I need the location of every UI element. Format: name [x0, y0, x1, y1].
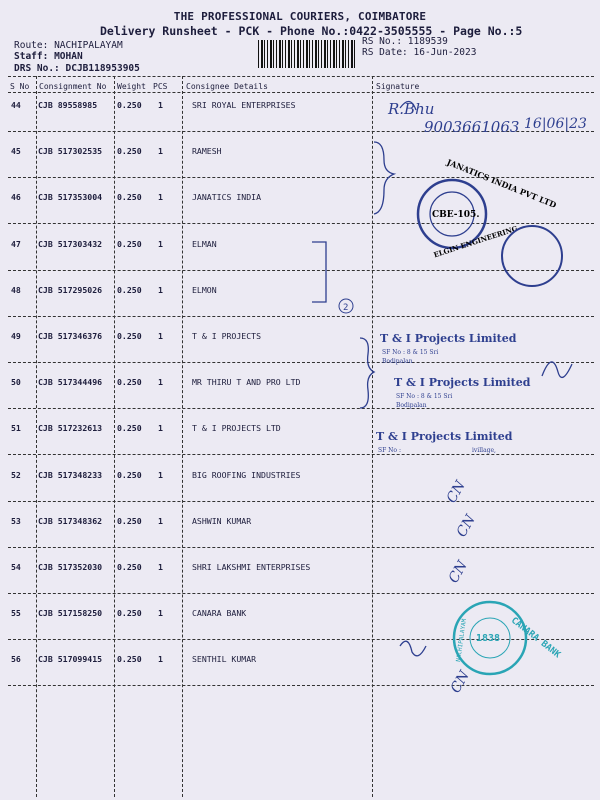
cell-pcs: 1 — [158, 238, 163, 249]
rs-no-line — [362, 36, 448, 47]
janatics-stamp-bottom: ELGIN ENGINEERING — [432, 223, 519, 260]
cell-consignee: BIG ROOFING INDUSTRIES — [192, 469, 301, 480]
cell-pcs: 1 — [158, 192, 163, 203]
cell-consignee: SENTHIL KUMAR — [192, 654, 257, 665]
col-header-consignment: Consignment No — [39, 82, 107, 91]
cell-weight: 0.250 — [117, 654, 142, 665]
row44-phone: 9003661063 — [424, 118, 520, 136]
cell-consignment: CJB 517344496 — [38, 377, 103, 388]
barcode — [258, 40, 356, 68]
cell-consignment: CJB 517346376 — [38, 331, 103, 341]
ti-stamp-3-addr: SF No : — [378, 447, 401, 454]
cell-pcs: 1 — [158, 608, 163, 619]
cell-weight: 0.250 — [117, 192, 142, 203]
col-header-signature: Signature — [376, 82, 420, 91]
cell-consignment: CJB 517348233 — [38, 469, 103, 480]
route-value: NACHIPALAYAM — [54, 40, 123, 51]
cell-pcs: 1 — [158, 377, 163, 388]
handwritten-signature-44 — [387, 100, 587, 136]
row44-note: R.Bhu — [388, 100, 435, 118]
cn-mark: CN — [453, 512, 479, 540]
cell-consignment: CJB 517303432 — [38, 238, 103, 249]
cell-consignment: CJB 517302535 — [38, 146, 103, 157]
janatics-stamp-inner: CBE-105. — [432, 210, 480, 220]
cell-consignee: ASHWIN KUMAR — [192, 515, 252, 526]
cell-consignment: CJB 517348362 — [38, 515, 103, 526]
cell-pcs: 1 — [158, 654, 163, 665]
cell-pcs: 1 — [158, 100, 163, 110]
handwritten-signature-55 — [400, 641, 426, 656]
cell-pcs: 1 — [158, 469, 163, 480]
cell-pcs: 1 — [158, 515, 163, 526]
brace-mark — [374, 142, 394, 214]
cell-sno: 46 — [11, 192, 21, 203]
cell-weight: 0.250 — [117, 515, 142, 526]
cell-consignment: CJB 517099415 — [38, 654, 103, 665]
cell-consignee: JANATICS INDIA — [192, 192, 262, 203]
col-header-pcs: PCS — [153, 82, 168, 91]
route-label: Route: — [14, 40, 49, 51]
row44-date: 16|06|23 — [524, 116, 587, 132]
col-header-sno: S No — [10, 82, 30, 91]
cell-weight: 0.250 — [117, 608, 142, 619]
cell-consignee: ELMAN — [192, 238, 217, 249]
cell-sno: 48 — [11, 284, 21, 295]
cell-weight: 0.250 — [117, 562, 142, 572]
bracket-number: 2 — [343, 303, 349, 313]
col-divider — [182, 76, 183, 797]
cell-consignment: CJB 517295026 — [38, 284, 103, 295]
ti-stamp-2: T & I Projects Limited — [394, 376, 531, 389]
cell-weight: 0.250 — [117, 284, 142, 295]
ti-stamp-2-addr1: SF No : 8 & 15 Sri — [396, 393, 453, 400]
cell-pcs: 1 — [158, 146, 163, 157]
company-title: THE PROFESSIONAL COURIERS, COIMBATORE — [173, 10, 427, 23]
rs-date-label: RS Date: — [362, 47, 408, 58]
rs-date-value: 16-Jun-2023 — [413, 47, 477, 58]
cell-consignment: CJB 517352030 — [38, 562, 103, 572]
canara-stamp-top: CANARA BANK — [508, 615, 563, 661]
cell-consignee: CANARA BANK — [192, 608, 247, 619]
staff-line — [14, 51, 83, 62]
cell-pcs: 1 — [158, 331, 163, 341]
cell-weight: 0.250 — [117, 469, 142, 480]
route-line — [14, 40, 123, 51]
cell-weight: 0.250 — [117, 238, 142, 249]
cn-mark: CN — [447, 668, 473, 696]
signature-overlay — [343, 86, 600, 800]
cell-pcs: 1 — [158, 562, 163, 572]
col-header-weight: Weight — [117, 82, 146, 91]
cn-marks — [444, 477, 480, 696]
cn-mark: CN — [445, 558, 471, 586]
cell-weight: 0.250 — [117, 100, 142, 110]
drs-line — [14, 63, 140, 74]
cell-pcs: 1 — [158, 423, 163, 434]
cell-pcs: 1 — [158, 284, 163, 295]
rs-no-value: 1189539 — [407, 36, 448, 47]
janatics-stamp-text: JANATICS INDIA PVT LTD — [445, 156, 558, 210]
cell-consignment: CJB 517232613 — [38, 423, 103, 434]
cell-consignee: SHRI LAKSHMI ENTERPRISES — [192, 562, 311, 572]
cell-sno: 56 — [11, 654, 21, 665]
rs-date-line — [362, 47, 476, 58]
col-divider — [114, 76, 115, 797]
cell-weight: 0.250 — [117, 331, 142, 341]
cell-consignee: T & I PROJECTS LTD — [192, 423, 281, 434]
col-divider — [36, 76, 37, 797]
col-header-consignee: Consignee Details — [186, 82, 268, 91]
cell-weight: 0.250 — [117, 146, 142, 157]
ti-stamp-1-addr1: SF No : 8 & 15 Sri — [382, 349, 439, 356]
brace-mark — [360, 338, 374, 408]
cell-consignment: CJB 517353004 — [38, 192, 103, 203]
runsheet-title: Delivery Runsheet - PCK - Phone No.:0422-3505555 - Page No.:5 — [100, 24, 523, 38]
cell-sno: 44 — [11, 100, 21, 110]
ti-stamp-1-addr2: Bodipalan — [382, 358, 413, 365]
cell-sno: 49 — [11, 331, 21, 341]
canara-stamp-code: 1838 — [476, 633, 501, 644]
cell-sno: 52 — [11, 469, 21, 480]
cell-sno: 50 — [11, 377, 21, 388]
canara-bank-stamp — [454, 602, 562, 674]
ti-stamp-2-addr2: Bodipalan — [396, 402, 427, 409]
cell-weight: 0.250 — [117, 377, 142, 388]
ti-stamp-3-addr2: ivillage, — [472, 447, 496, 454]
cell-consignee: SRI ROYAL ENTERPRISES — [192, 100, 296, 110]
drs-value: DCJB118953905 — [65, 63, 140, 74]
cell-sno: 55 — [11, 608, 21, 619]
cn-mark: CN — [443, 478, 469, 506]
bracket-mark — [312, 242, 326, 302]
cell-sno: 47 — [11, 238, 21, 249]
cell-sno: 45 — [11, 146, 21, 157]
cell-sno: 51 — [11, 423, 21, 434]
staff-value: MOHAN — [54, 51, 83, 62]
drs-label: DRS No.: — [14, 63, 60, 74]
rs-no-label: RS No.: — [362, 36, 403, 47]
cell-consignment: CJB 89558985 — [38, 100, 98, 110]
cell-sno: 54 — [11, 562, 21, 572]
cell-consignee: MR THIRU T AND PRO LTD — [192, 377, 301, 388]
ti-stamp-1: T & I Projects Limited — [380, 332, 517, 345]
canara-stamp-left: NACHIPALAYAM — [455, 618, 469, 663]
cell-consignee: ELMON — [192, 284, 217, 295]
seal-ring — [502, 226, 562, 286]
staff-label: Staff: — [14, 51, 49, 62]
janatics-stamp — [418, 156, 558, 259]
ti-stamp-3: T & I Projects Limited — [376, 430, 513, 443]
cell-sno: 53 — [11, 515, 21, 526]
cell-consignee: T & I PROJECTS — [192, 331, 262, 341]
table-top-rule — [8, 76, 594, 77]
cell-weight: 0.250 — [117, 423, 142, 434]
cell-consignee: RAMESH — [192, 146, 222, 157]
cell-consignment: CJB 517158250 — [38, 608, 103, 619]
ti-projects-stamp — [376, 332, 572, 454]
